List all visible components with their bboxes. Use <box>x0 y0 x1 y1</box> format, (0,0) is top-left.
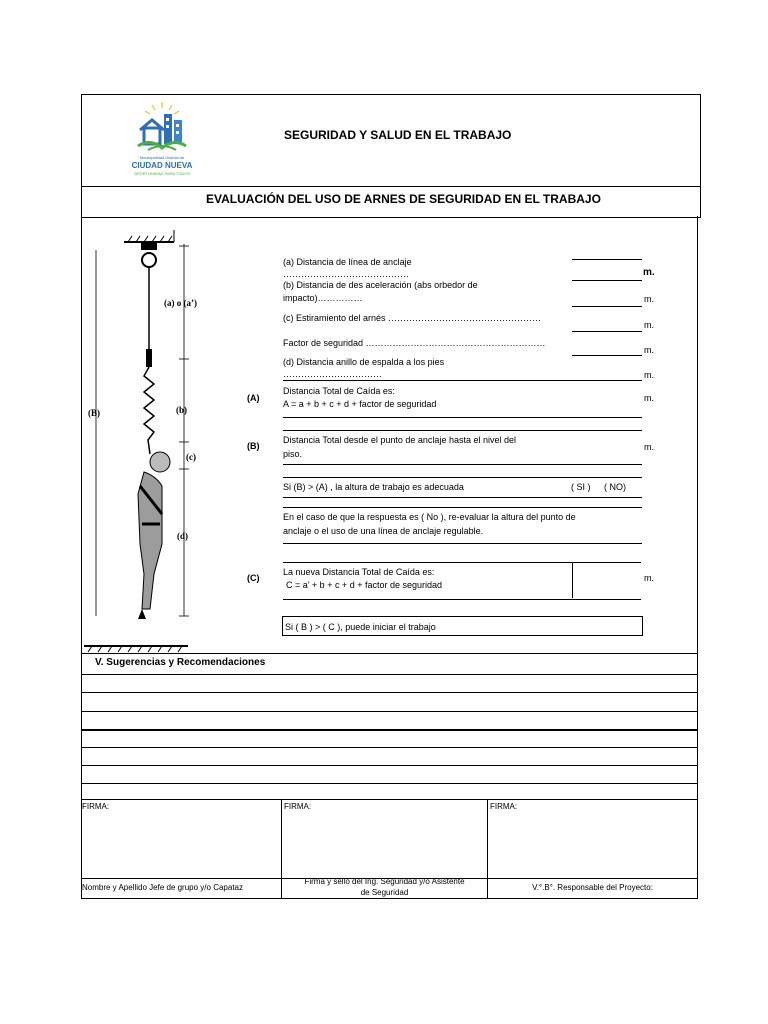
suggestions-top <box>81 653 698 654</box>
A-separator <box>283 430 642 431</box>
suggestion-line-2[interactable] <box>81 692 698 693</box>
label-b: (b) <box>176 405 187 415</box>
item-b-dots: impacto)…………… <box>283 293 363 303</box>
suggestion-line-6[interactable] <box>81 765 698 766</box>
A-formula: A = a + b + c + d + factor de seguridad <box>283 399 437 409</box>
signature-top <box>81 799 698 800</box>
body-left-border <box>81 216 82 898</box>
item-a-dots: …………………………………… <box>283 269 409 279</box>
sig-col3-caption: V.°.B°. Responsable del Proyecto: <box>532 883 653 892</box>
check-separator <box>283 497 642 498</box>
sig-col2-caption-2: de Seguridad <box>360 888 409 897</box>
sig-bottom <box>81 898 698 899</box>
item-a-input[interactable] <box>572 280 642 281</box>
municipality-logo <box>118 100 206 180</box>
C-line1: La nueva Distancia Total de Caída es: <box>283 567 435 577</box>
A-input[interactable] <box>283 417 642 418</box>
factor-label: Factor de seguridad …………………………………………………… <box>283 338 546 348</box>
item-d-input[interactable] <box>283 380 642 381</box>
check-text: Si (B) > (A) , la altura de trabajo es adecuada <box>283 482 464 492</box>
C-formula: C = a’ + b + c + d + factor de seguridad <box>286 580 443 590</box>
item-a-label: (a) Distancia de línea de anclaje <box>283 257 412 267</box>
item-c-unit: m. <box>644 320 654 330</box>
suggestion-line-7[interactable] <box>81 783 698 784</box>
logo-line2: CIUDAD NUEVA <box>131 161 193 170</box>
A-line1: Distancia Total de Caída es: <box>283 386 395 396</box>
label-B-total: (B) <box>88 408 100 418</box>
C-label: (C) <box>247 573 260 583</box>
page-title: SEGURIDAD Y SALUD EN EL TRABAJO <box>284 128 512 142</box>
item-d-unit: m. <box>644 370 654 380</box>
B-line1: Distancia Total desde el punto de anclaje hasta el nivel del <box>283 435 516 445</box>
factor-input[interactable] <box>572 355 642 356</box>
signature-area-3[interactable] <box>488 814 696 877</box>
suggestions-heading: V. Sugerencias y Recomendaciones <box>95 657 266 668</box>
no-top-separator <box>283 507 642 508</box>
signature-area-2[interactable] <box>282 814 486 877</box>
item-b-unit: m. <box>644 294 654 304</box>
no-line1: En el caso de que la respuesta es ( No ), re-evaluar la altura del punto de <box>283 512 576 522</box>
item-b-input[interactable] <box>572 306 642 307</box>
logo-line1: Municipalidad Distrital de <box>139 155 185 160</box>
firma-2-label: FIRMA: <box>284 802 312 811</box>
signature-area-1[interactable] <box>82 814 280 877</box>
C-box-divider <box>572 562 573 598</box>
logo-building-icon <box>118 100 206 156</box>
logo-line3: OPORTUNIDAD PARA TODOS <box>133 171 191 176</box>
start-text: Si ( B ) > ( C ), puede iniciar el trabajo <box>285 622 436 632</box>
firma-1-label: FIRMA: <box>82 802 110 811</box>
item-a-unit: m. <box>643 267 655 278</box>
no-separator <box>283 543 642 544</box>
A-unit: m. <box>644 393 654 403</box>
C-unit: m. <box>644 573 654 583</box>
check-no-option[interactable]: ( NO) <box>604 482 626 492</box>
B-line2: piso. <box>283 449 303 459</box>
B-label: (B) <box>247 441 260 451</box>
sig-col2-caption-1: Firma y sello del Ing. Seguridad y/o Asistente <box>304 877 465 886</box>
suggestion-line-3[interactable] <box>81 711 698 712</box>
label-c: (c) <box>186 452 196 462</box>
B-separator <box>283 477 642 478</box>
factor-unit: m. <box>644 345 654 355</box>
firma-3-label: FIRMA: <box>490 802 518 811</box>
suggestion-line-4[interactable] <box>81 729 698 731</box>
suggestion-line-5[interactable] <box>81 747 698 748</box>
label-a-ai: (a) o (aʼ) <box>164 298 197 308</box>
body-right-border <box>697 216 698 898</box>
check-si-option[interactable]: ( SI ) <box>571 482 591 492</box>
form-subtitle: EVALUACIÓN DEL USO DE ARNES DE SEGURIDAD EN EL TRABAJO <box>206 192 601 206</box>
B-input[interactable] <box>283 464 642 465</box>
item-c-input[interactable] <box>572 331 642 332</box>
item-a-input-top[interactable] <box>572 259 642 260</box>
A-label: (A) <box>247 393 260 403</box>
item-b-label: (b) Distancia de des aceleración (abs orbedor de <box>283 280 478 290</box>
harness-fall-diagram <box>84 224 200 654</box>
item-d-label: (d) Distancia anillo de espalda a los pies <box>283 357 445 367</box>
B-unit: m. <box>644 442 654 452</box>
sig-col1-caption: Nombre y Apellido Jefe de grupo y/o Capataz <box>82 883 243 892</box>
label-d: (d) <box>177 531 188 541</box>
header-divider <box>81 186 700 187</box>
no-line2: anclaje o el uso de una línea de anclaje regulable. <box>283 526 484 536</box>
item-c-label: (c) Estiramiento del arnés …………………………………………… <box>283 313 542 323</box>
item-d-dots: …………………………… <box>283 369 382 379</box>
suggestion-line-1[interactable] <box>81 674 698 675</box>
